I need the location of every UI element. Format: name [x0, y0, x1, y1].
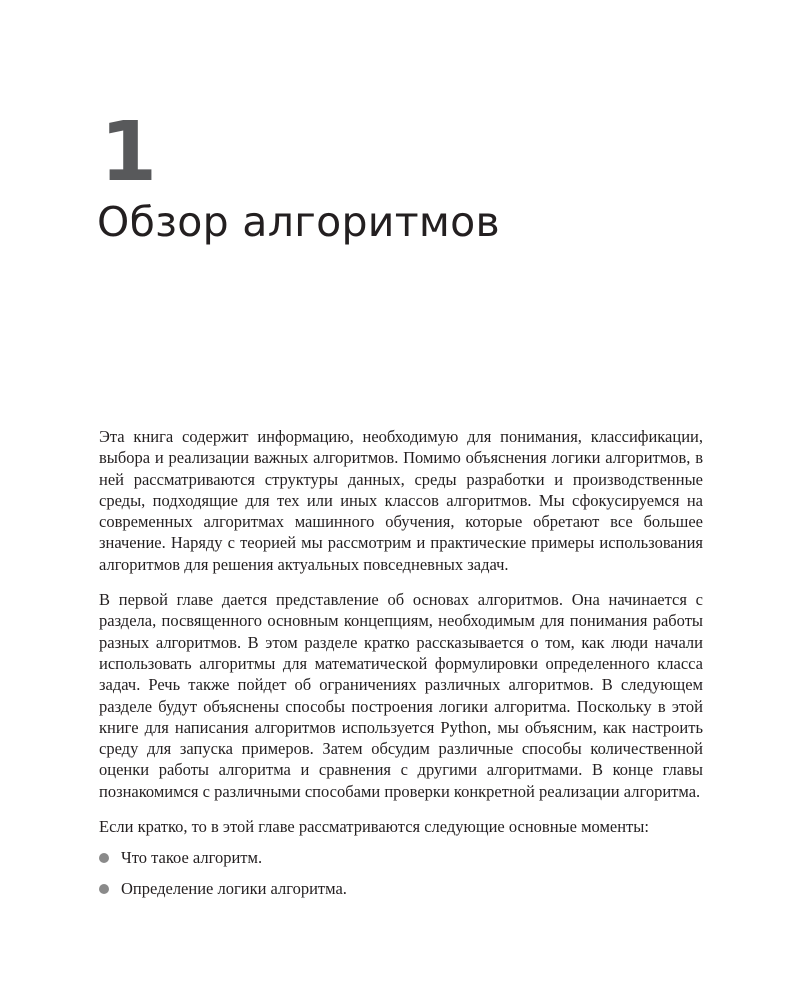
topic-list — [99, 847, 703, 899]
bullet-icon — [99, 853, 109, 863]
paragraph-summary: Если кратко, то в этой главе рассматриваются следующие основные моменты: — [99, 817, 649, 837]
paragraph-intro: Эта книга содержит информацию, необходимую для понимания, классификации, выбора и реализации важных алгоритмов. Помимо объяснения логики алгоритмов, в ней рассматриваются структуры данных, среды разработки и производственные среды, подходящие для тех или иных классов алгоритмов. Мы сфокусируемся на современных алгоритмах машинного обучения, которые обретают все большее значение. Наряду с теорией мы рассмотрим и практические примеры использования алгоритмов для решения актуальных повседневных задач. — [99, 427, 703, 574]
chapter-title: Обзор алгоритмов — [97, 198, 500, 246]
paragraph-overview: В первой главе дается представление об основах алгоритмов. Она начинается с раздела, посвященного основным концепциям, необходимым для понимания работы разных алгоритмов. В этом разделе кратко рассказывается о том, как люди начали использовать алгоритмы для математической формулировки определенного класса задач. Речь также пойдет об ограничениях различных алгоритмов. В следующем разделе будут объяснены способы построения логики алгоритма. Поскольку в этой книге для написания алгоритмов используется Python, мы объясним, как настроить среду для запуска примеров. Затем обсудим различные способы количественной оценки работы алгоритма и сравнения с другими алгоритмами. В конце главы познакомимся с различными способами проверки конкретной реализации алгоритма. — [99, 590, 703, 801]
chapter-number: 1 — [100, 105, 158, 200]
list-item-text: Что такое алгоритм. — [121, 848, 263, 868]
chapter-body — [99, 426, 703, 908]
list-item-text: Определение логики алгоритма. — [121, 878, 347, 898]
bullet-icon — [99, 884, 109, 894]
list-item — [99, 847, 703, 868]
list-item — [99, 878, 703, 899]
